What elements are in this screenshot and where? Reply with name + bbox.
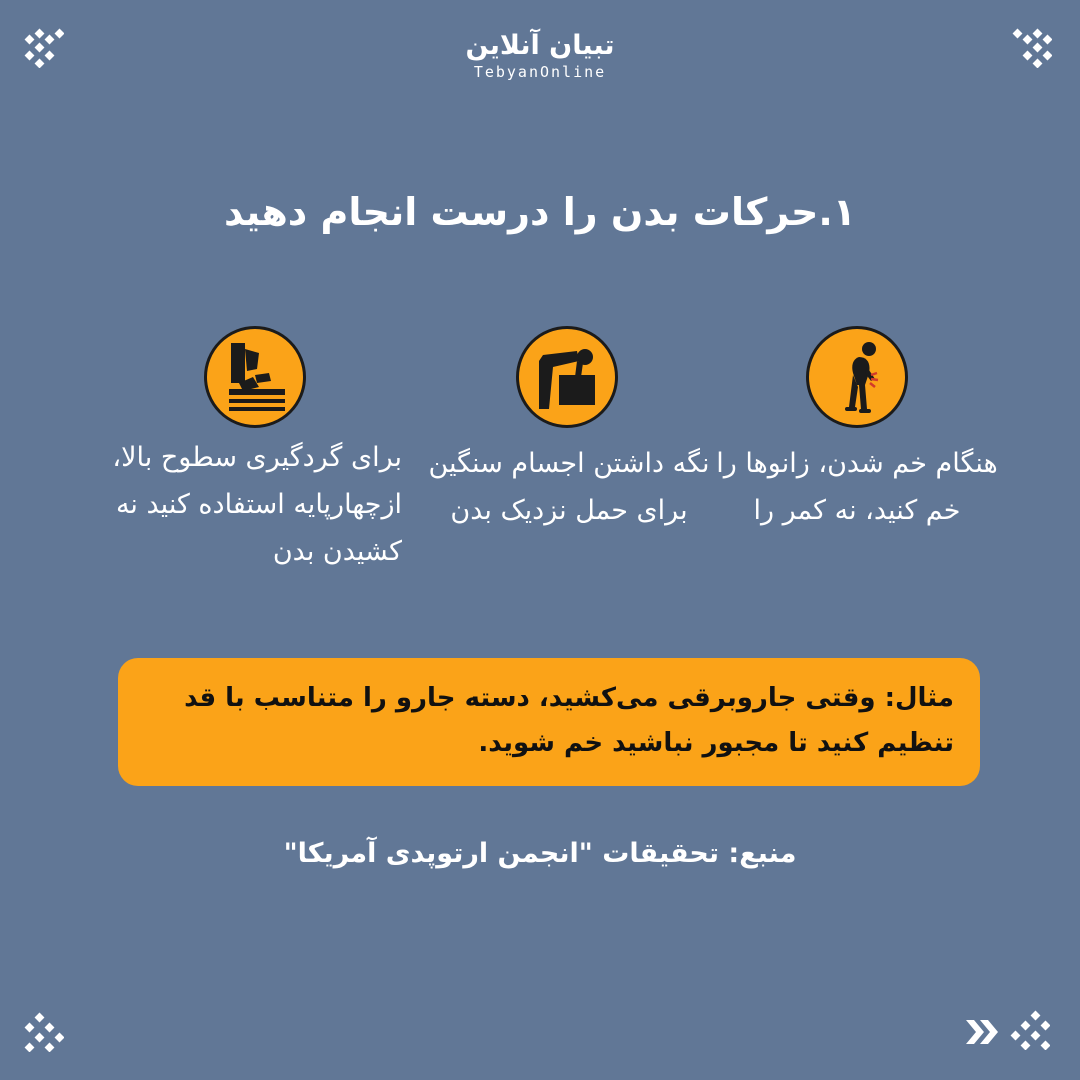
page-title: ۱.حرکات بدن را درست انجام دهید: [223, 190, 856, 234]
example-box: [118, 658, 980, 786]
tip-text-bending: هنگام خم شدن، زانوها را خم کنید، نه کمر را: [716, 448, 998, 526]
corner-dots-icon: [1010, 1010, 1050, 1050]
example-text: مثال: وقتی جاروبرقی می‌کشید، دسته جارو را متناسب با قد تنظیم کنید تا مجبور نباشید خم شوید.: [184, 683, 954, 758]
double-chevron-icon: [964, 1016, 1000, 1048]
brand-logo: [0, 30, 1080, 81]
source-citation: منبع: تحقیقات "انجمن ارتوپدی آمریکا": [283, 838, 797, 869]
carrying-box-icon: [516, 326, 618, 428]
stepladder-icon: [204, 326, 306, 428]
bending-person-icon: [806, 326, 908, 428]
brand-name-fa: تبیان آنلاین: [465, 30, 615, 61]
corner-dots-icon: [24, 1012, 64, 1052]
tip-text-dusting: برای گردگیری سطوح بالا، ازچهارپایه استفاده کنید نه کشیدن بدن: [112, 442, 402, 567]
brand-name-en: TebyanOnline: [473, 63, 607, 81]
tip-text-carrying: نگه داشتن اجسام سنگین برای حمل نزدیک بدن: [428, 448, 710, 526]
